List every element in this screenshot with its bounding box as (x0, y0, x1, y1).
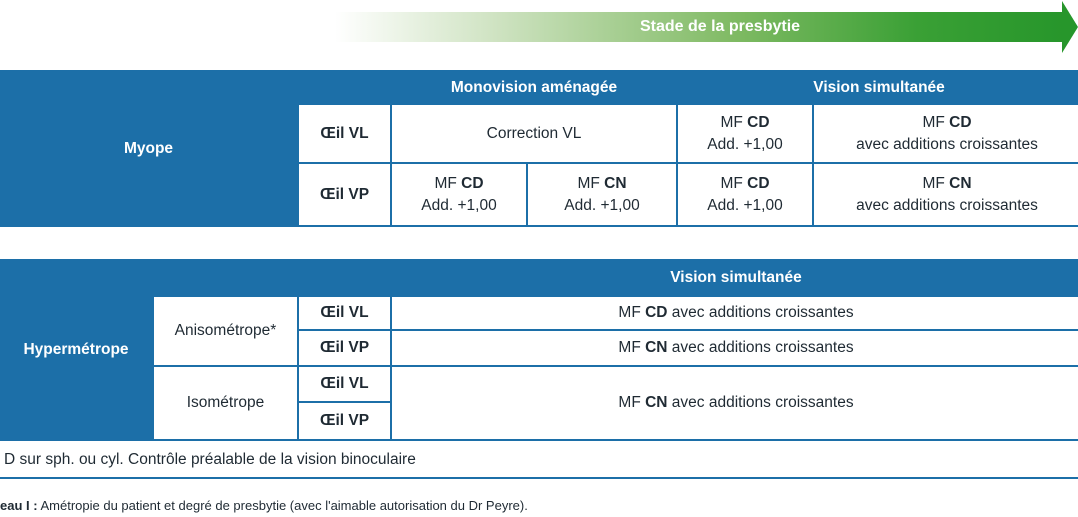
caption-label: eau I : (0, 498, 38, 513)
myope-table (0, 70, 1078, 227)
aniso-vl-value: MF CD avec additions croissantes (391, 296, 1078, 330)
aniso-vp-value: MF CN avec additions croissantes (391, 330, 1078, 366)
mono-vp-cd-cell: MF CD Add. +1,00 (391, 163, 527, 226)
simul-vl-cell: MF CD Add. +1,00 (677, 104, 813, 163)
simul-vp-cell: MF CD Add. +1,00 (677, 163, 813, 226)
eye-vp: Œil VP (298, 163, 391, 226)
header-vision-simultanee: Vision simultanée (677, 71, 1078, 104)
table-caption (0, 497, 1078, 517)
aniso-eye-vp: Œil VP (298, 330, 391, 366)
presbyopia-stage-label: Stade de la presbytie (639, 18, 801, 35)
hypermetrope-row-label: Hypermétrope (0, 260, 153, 440)
iso-eye-vl: Œil VL (298, 366, 391, 402)
mono-vp-cn-cell: MF CN Add. +1,00 (527, 163, 677, 226)
footnote: D sur sph. ou cyl. Contrôle préalable de la vision binoculaire (0, 441, 1078, 479)
simul-vp-progressive-cell: MF CN avec additions croissantes (813, 163, 1078, 226)
header-vision-simultanee: Vision simultanée (391, 260, 1078, 296)
iso-eye-vp: Œil VP (298, 402, 391, 440)
iso-value: MF CN avec additions croissantes (391, 366, 1078, 440)
aniso-eye-vl: Œil VL (298, 296, 391, 330)
anisometrope-label: Anisométrope* (153, 296, 298, 366)
eye-vl: Œil VL (298, 104, 391, 163)
correction-vl: Correction VL (391, 104, 677, 163)
header-empty (298, 71, 391, 104)
caption-text: Amétropie du patient et degré de presbytie (avec l'aimable autorisation du Dr Peyre). (37, 498, 528, 513)
hypermetrope-table (0, 259, 1078, 441)
isometrope-label: Isométrope (153, 366, 298, 440)
myope-row-label: Myope (0, 71, 298, 226)
header-empty-2 (298, 260, 391, 296)
arrow-head-icon (1062, 1, 1078, 53)
header-empty-1 (153, 260, 298, 296)
simul-vl-progressive-cell: MF CD avec additions croissantes (813, 104, 1078, 163)
header-monovision: Monovision aménagée (391, 71, 677, 104)
